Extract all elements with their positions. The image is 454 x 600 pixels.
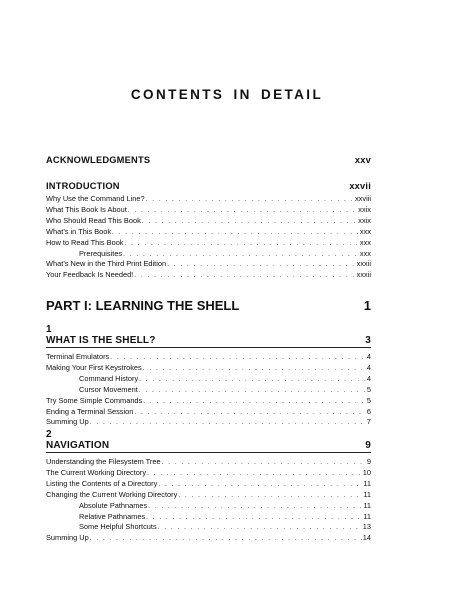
heading-page: xxv — [354, 155, 371, 165]
entry-label: The Current Working Directory — [46, 467, 147, 477]
toc-part-heading[interactable] — [46, 298, 371, 313]
entry-page: xxviii — [354, 194, 371, 203]
entry-page: xxxii — [356, 259, 371, 269]
entry-label: What’s New in the Third Print Edition — [46, 259, 167, 269]
entry-page: xxx — [359, 248, 371, 258]
entry-page: 6 — [366, 406, 371, 416]
entry-label: Who Should Read This Book — [46, 215, 141, 225]
toc-subentry[interactable] — [46, 512, 371, 523]
chapter-title: WHAT IS THE SHELL? — [46, 335, 156, 346]
toc-entry[interactable] — [46, 205, 371, 216]
dot-leader — [125, 239, 359, 249]
entry-page: 14 — [362, 533, 371, 543]
entry-label: Try Some Simple Commands — [46, 395, 143, 405]
toc-subentry[interactable] — [46, 522, 371, 533]
dot-leader — [110, 353, 366, 363]
chapter-number: 1 — [46, 324, 52, 335]
entry-label: Your Feedback Is Needed! — [46, 270, 134, 280]
dot-leader — [90, 418, 366, 428]
entry-page: 4 — [366, 362, 371, 372]
entry-label: Some Helpful Shortcuts — [79, 522, 157, 532]
entry-page: 4 — [366, 373, 371, 383]
toc-entry[interactable] — [46, 227, 371, 238]
dot-leader — [112, 228, 359, 238]
toc-entry[interactable] — [46, 533, 371, 544]
entry-page: xxxii — [356, 270, 371, 280]
toc-entry-list — [46, 194, 371, 281]
dot-leader — [158, 523, 362, 533]
toc-entry[interactable] — [46, 468, 371, 479]
toc-section-introduction — [46, 181, 371, 281]
dot-leader — [123, 250, 359, 260]
chapter-title: NAVIGATION — [46, 440, 110, 451]
entry-label: Why Use the Command Line? — [46, 194, 145, 203]
toc-subentry[interactable] — [46, 374, 371, 385]
entry-label: Command History — [79, 373, 139, 383]
entry-label: What’s in This Book — [46, 226, 112, 236]
toc-heading-acknowledgments[interactable] — [46, 155, 371, 165]
toc-chapter-1 — [46, 324, 371, 428]
entry-page: 11 — [363, 500, 371, 510]
entry-label: Terminal Emulators — [46, 352, 110, 361]
dot-leader — [139, 386, 366, 396]
entry-page: 11 — [363, 489, 371, 499]
entry-label: Cursor Movement — [79, 384, 138, 394]
toc-entry[interactable] — [46, 238, 371, 249]
toc-chapter-heading[interactable] — [46, 335, 371, 348]
toc-subentry[interactable] — [46, 501, 371, 512]
entry-label: Making Your First Keystrokes — [46, 362, 142, 372]
entry-page: xxix — [358, 204, 371, 214]
page-title: CONTENTS IN DETAIL — [130, 87, 324, 102]
dot-leader — [142, 217, 358, 227]
dot-leader — [146, 195, 354, 205]
dot-leader — [134, 408, 366, 418]
entry-page: 11 — [363, 511, 371, 521]
entry-label: Relative Pathnames — [79, 511, 146, 521]
entry-page: 10 — [362, 467, 371, 477]
dot-leader — [146, 513, 362, 523]
entry-label: Listing the Contents of a Directory — [46, 478, 158, 488]
toc-entry[interactable] — [46, 363, 371, 374]
entry-label: Prerequisites — [79, 248, 123, 258]
dot-leader — [134, 271, 355, 281]
toc-entry[interactable] — [46, 490, 371, 501]
entry-label: Ending a Terminal Session — [46, 406, 134, 416]
toc-entry[interactable] — [46, 407, 371, 418]
part-label: PART I: LEARNING THE SHELL — [46, 298, 240, 313]
toc-chapter-heading[interactable] — [46, 440, 371, 453]
entry-page: 9 — [366, 457, 371, 466]
heading-label: INTRODUCTION — [46, 181, 120, 191]
toc-entry[interactable] — [46, 216, 371, 227]
toc-entry[interactable] — [46, 270, 371, 281]
chapter-page: 3 — [365, 335, 371, 346]
dot-leader — [128, 206, 357, 216]
entry-page: 5 — [366, 384, 371, 394]
dot-leader — [158, 480, 362, 490]
entry-label: How to Read This Book — [46, 237, 124, 247]
dot-leader — [90, 534, 362, 544]
dot-leader — [147, 469, 362, 479]
heading-label: ACKNOWLEDGMENTS — [46, 155, 151, 165]
toc-subentry[interactable] — [46, 249, 371, 260]
chapter-number: 2 — [46, 429, 52, 440]
entry-label: Absolute Pathnames — [79, 500, 148, 510]
entry-label: Changing the Current Working Directory — [46, 489, 178, 499]
toc-entry-list — [46, 457, 371, 544]
toc-entry[interactable] — [46, 259, 371, 270]
entry-page: 5 — [366, 395, 371, 405]
toc-entry[interactable] — [46, 479, 371, 490]
entry-label: Summing Up — [46, 417, 89, 427]
dot-leader — [162, 458, 366, 468]
entry-label: Summing Up — [46, 533, 89, 543]
dot-leader — [148, 502, 362, 512]
entry-label: What This Book Is About — [46, 204, 127, 214]
entry-label: Understanding the Filesystem Tree — [46, 457, 161, 466]
toc-entry-list — [46, 352, 371, 428]
entry-page: 4 — [366, 352, 371, 361]
entry-page: 13 — [362, 522, 371, 532]
entry-page: 11 — [363, 478, 371, 488]
part-page: 1 — [363, 298, 371, 313]
toc-chapter-2 — [46, 429, 371, 544]
toc-subentry[interactable] — [46, 385, 371, 396]
entry-page: 7 — [366, 417, 371, 427]
entry-page: xxix — [358, 215, 371, 225]
toc-entry[interactable] — [46, 352, 371, 363]
entry-page: xxx — [359, 226, 371, 236]
toc-entry[interactable] — [46, 417, 371, 428]
heading-page: xxvii — [349, 181, 371, 191]
toc-section-acknowledgments — [46, 155, 371, 165]
dot-leader — [143, 364, 366, 374]
dot-leader — [143, 397, 366, 407]
toc-entry[interactable] — [46, 194, 371, 205]
chapter-page: 9 — [365, 440, 371, 451]
toc-entry[interactable] — [46, 457, 371, 468]
entry-page: xxx — [359, 237, 371, 247]
toc-heading-introduction[interactable] — [46, 181, 371, 191]
toc-entry[interactable] — [46, 396, 371, 407]
dot-leader — [139, 375, 366, 385]
dot-leader — [167, 260, 356, 270]
dot-leader — [178, 491, 362, 501]
